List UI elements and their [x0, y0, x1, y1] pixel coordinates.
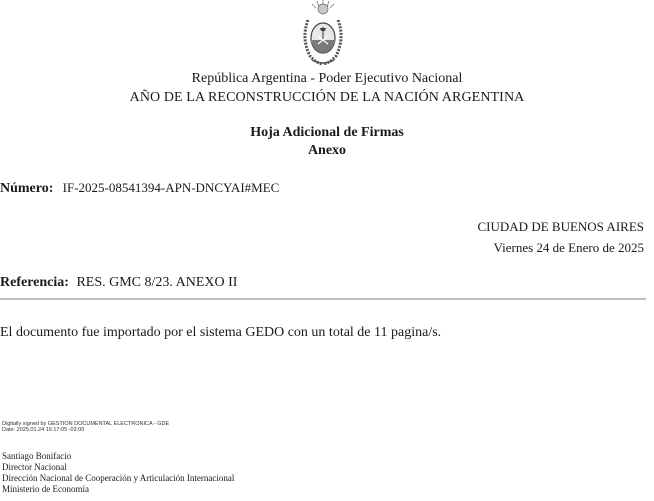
document-body: El documento fue importado por el sistema GEDO con un total de 11 pagina/s. — [0, 325, 442, 340]
divider — [0, 298, 646, 300]
document-number-label: Número: — [0, 181, 54, 196]
signer-role: Director Nacional — [2, 462, 67, 472]
digital-signature-line: Digitally signed by GESTION DOCUMENTAL ELECTRONICA - GDE — [2, 421, 170, 427]
government-header: República Argentina - Poder Ejecutivo Nacional — [191, 71, 463, 86]
reference-label: Referencia: — [0, 275, 69, 290]
reference-row — [0, 275, 237, 291]
signer-ministry: Ministerio de Economía — [2, 484, 89, 494]
digital-signature-date: Date: 2025.01.24 16:17:05 -03:00 — [2, 427, 85, 433]
reference-value: RES. GMC 8/23. ANEXO II — [76, 275, 238, 290]
argentina-coat-of-arms-icon — [298, 0, 348, 68]
document-number-value: IF-2025-08541394-APN-DNCYAI#MEC — [62, 180, 280, 195]
document-date: Viernes 24 de Enero de 2025 — [493, 240, 644, 255]
signer-office: Dirección Nacional de Cooperación y Articulación Internacional — [2, 473, 235, 483]
document-number-row — [0, 180, 279, 197]
digital-signature-stamp — [2, 421, 169, 433]
document-city: CIUDAD DE BUENOS AIRES — [477, 219, 644, 234]
year-motto: AÑO DE LA RECONSTRUCCIÓN DE LA NACIÓN ARGENTINA — [129, 90, 525, 105]
signer-name: Santiago Bonifacio — [2, 451, 72, 461]
signer-block — [2, 451, 234, 495]
document-subtitle: Anexo — [307, 143, 347, 158]
document-title: Hoja Adicional de Firmas — [250, 125, 404, 140]
